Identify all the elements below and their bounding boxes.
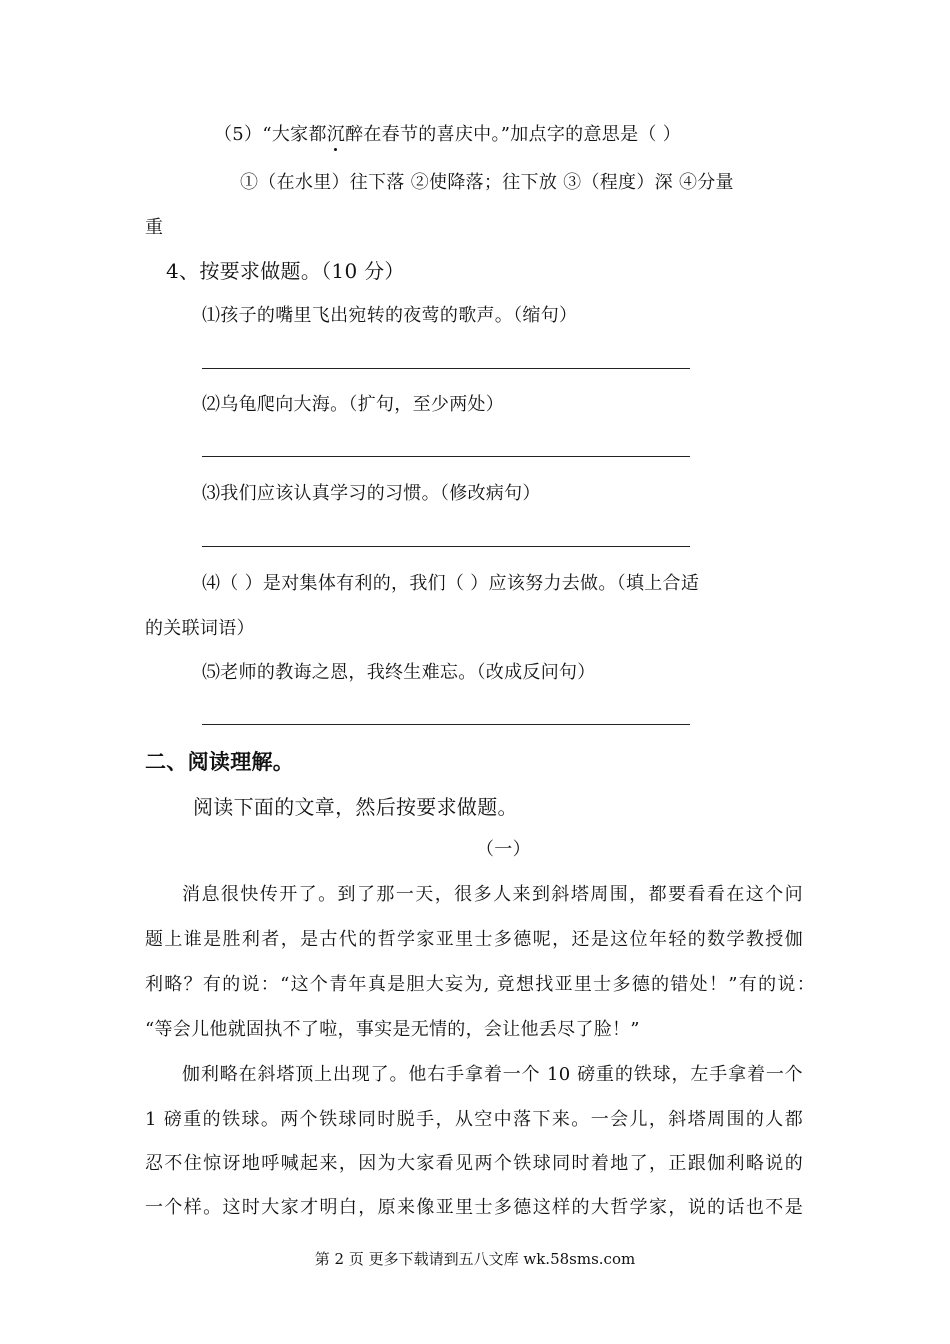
- answer-line-2[interactable]: [202, 456, 690, 457]
- q5-options: ①（在水里）往下落 ②使降落；往下放 ③（程度）深 ④分量: [240, 172, 734, 193]
- part-label: （一）: [476, 839, 531, 860]
- passage-line: 一个样。这时大家才明白，原来像亚里士多德这样的大哲学家，说的话也不是: [145, 1197, 803, 1218]
- answer-line-3[interactable]: [202, 546, 690, 547]
- passage-line: 利略？有的说：“这个青年真是胆大妄为, 竟想找亚里士多德的错处！”有的说：: [145, 974, 815, 995]
- q4-item-4: ⑷（ ）是对集体有利的，我们（ ）应该努力去做。（填上合适: [202, 573, 700, 594]
- page-footer: 第 2 页 更多下载请到五八文库 wk.58sms.com: [314, 1250, 636, 1268]
- answer-line-1[interactable]: [202, 368, 690, 369]
- q5-options-wrap: 重: [145, 217, 164, 238]
- passage-line: “等会儿他就固执不了啦，事实是无情的，会让他丢尽了脸！”: [145, 1019, 640, 1040]
- passage-line: 1 磅重的铁球。两个铁球同时脱手，从空中落下来。一会儿，斜塔周围的人都: [145, 1109, 803, 1130]
- q4-item-2: ⑵乌龟爬向大海。（扩句，至少两处）: [202, 394, 505, 415]
- q4-item-5: ⑸老师的教诲之恩，我终生难忘。（改成反问句）: [202, 662, 596, 683]
- passage-line: 题上谁是胜利者，是古代的哲学家亚里士多德呢，还是这位年轻的数学教授伽: [145, 929, 803, 950]
- q4-heading: 4、按要求做题。（10 分）: [166, 259, 405, 283]
- passage-line: 消息很快传开了。到了那一天，很多人来到斜塔周围，都要看看在这个问: [182, 884, 803, 905]
- q5-stem: （5）“大家都沉醉在春节的喜庆中。”加点字的意思是（ ）: [214, 124, 681, 145]
- q4-item-4-wrap: 的关联词语）: [145, 618, 255, 639]
- section-title: 二、阅读理解。: [145, 750, 295, 774]
- q4-item-1: ⑴孩子的嘴里飞出宛转的夜莺的歌声。（缩句）: [202, 305, 578, 326]
- dotted-char: 沉: [326, 124, 346, 145]
- answer-line-5[interactable]: [202, 724, 690, 725]
- passage-line: 忍不住惊讶地呼喊起来，因为大家看见两个铁球同时着地了，正跟伽利略说的: [145, 1153, 803, 1174]
- section-intro: 阅读下面的文章，然后按要求做题。: [193, 795, 518, 819]
- passage-line: 伽利略在斜塔顶上出现了。他右手拿着一个 10 磅重的铁球，左手拿着一个: [182, 1064, 803, 1085]
- q4-item-3: ⑶我们应该认真学习的习惯。（修改病句）: [202, 483, 541, 504]
